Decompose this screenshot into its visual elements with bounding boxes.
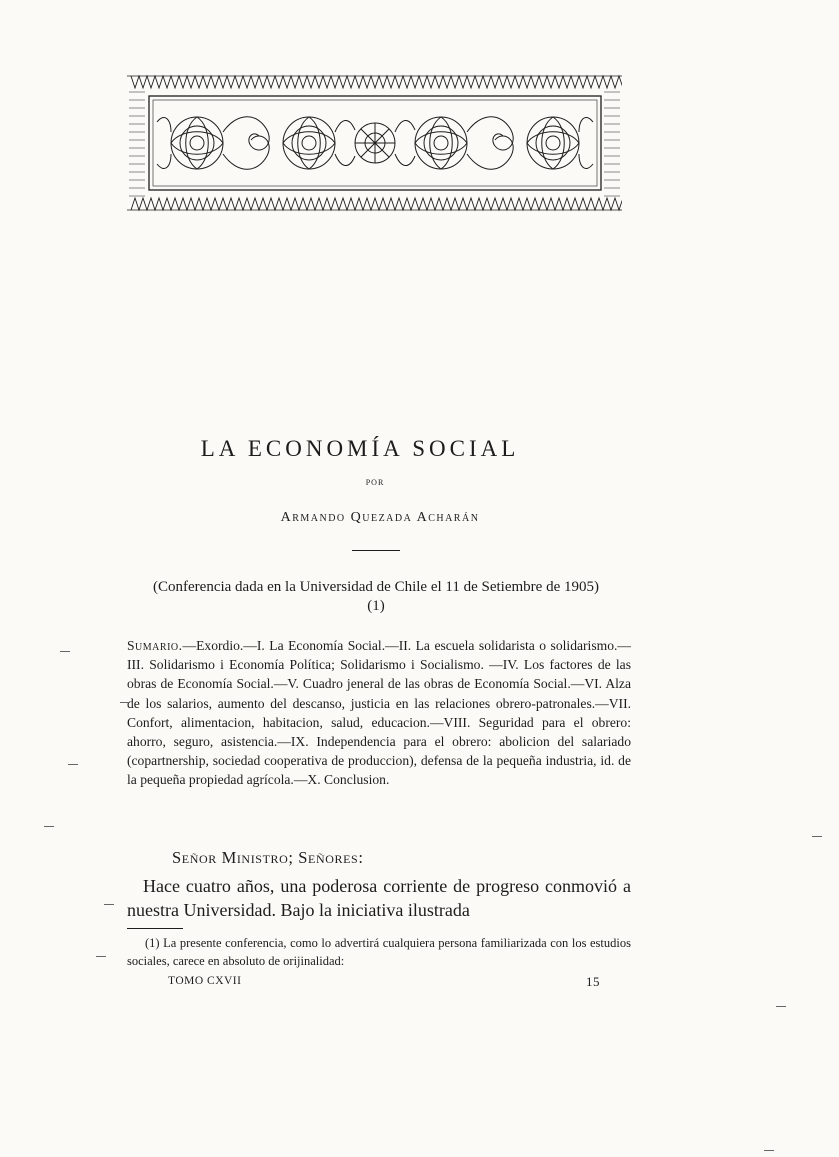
- margin-mark: [120, 702, 130, 703]
- footnote-rule: [127, 928, 183, 929]
- running-footer: [168, 975, 600, 987]
- byline-por: POR: [365, 478, 385, 487]
- footnote: [127, 934, 631, 970]
- article-title: LA ECONOMÍA SOCIAL: [200, 436, 520, 461]
- signature-mark: 15: [586, 974, 600, 989]
- margin-mark: [44, 826, 54, 827]
- margin-mark: [764, 1150, 774, 1151]
- body-text: Hace cuatro años, una poderosa corriente de progreso conmovió a nuestra Universidad. Bajo la iniciativa ilustrada: [127, 876, 631, 920]
- author-name: Armando Quezada Acharán: [280, 510, 480, 525]
- title-divider: [352, 550, 400, 551]
- summary-paragraph: [127, 636, 631, 790]
- summary-text: —Exordio.—I. La Economía Social.—II. La escuela solidarista o solidarismo.—III. Solidarismo i Economía Política; Solidarismo i Socialismo. —IV. Los factores de las obras de Economía Social.—V. Cuadro jeneral de las obras de Economía Social.—VI. Alza de los salarios, aumento del descanso, justicia en las relaciones obrero-patronales.—VII. Confort, alimentacion, habitacion, salud, educacion.—VIII. Seguridad para el obrero: ahorro, seguro, asistencia.—IX. Independencia para el obrero: abolicion del salariado (copartnership, sociedad cooperativa de produccion), defensa de la pequeña industria, id. de la pequeña propiedad agrícola.—X. Conclusion.: [127, 638, 631, 788]
- volume-label: TOMO CXVII: [168, 975, 242, 987]
- rosette-frieze: [157, 117, 593, 170]
- margin-mark: [68, 764, 78, 765]
- margin-mark: [60, 651, 70, 652]
- summary-lead: Sumario.: [127, 638, 183, 653]
- decorative-headpiece: [127, 72, 622, 214]
- margin-mark: [96, 956, 106, 957]
- margin-mark: [812, 836, 822, 837]
- conference-note: (Conferencia dada en la Universidad de Chile el 11 de Setiembre de 1905) (1): [153, 579, 599, 614]
- body-paragraph: [127, 874, 631, 922]
- footnote-text: (1) La presente conferencia, como lo advertirá cualquiera persona familiarizada con los estudios sociales, carece en absoluto de orijinalidad:: [127, 936, 631, 968]
- salutation: Señor Ministro; Señores:: [172, 848, 364, 867]
- margin-mark: [776, 1006, 786, 1007]
- margin-mark: [104, 904, 114, 905]
